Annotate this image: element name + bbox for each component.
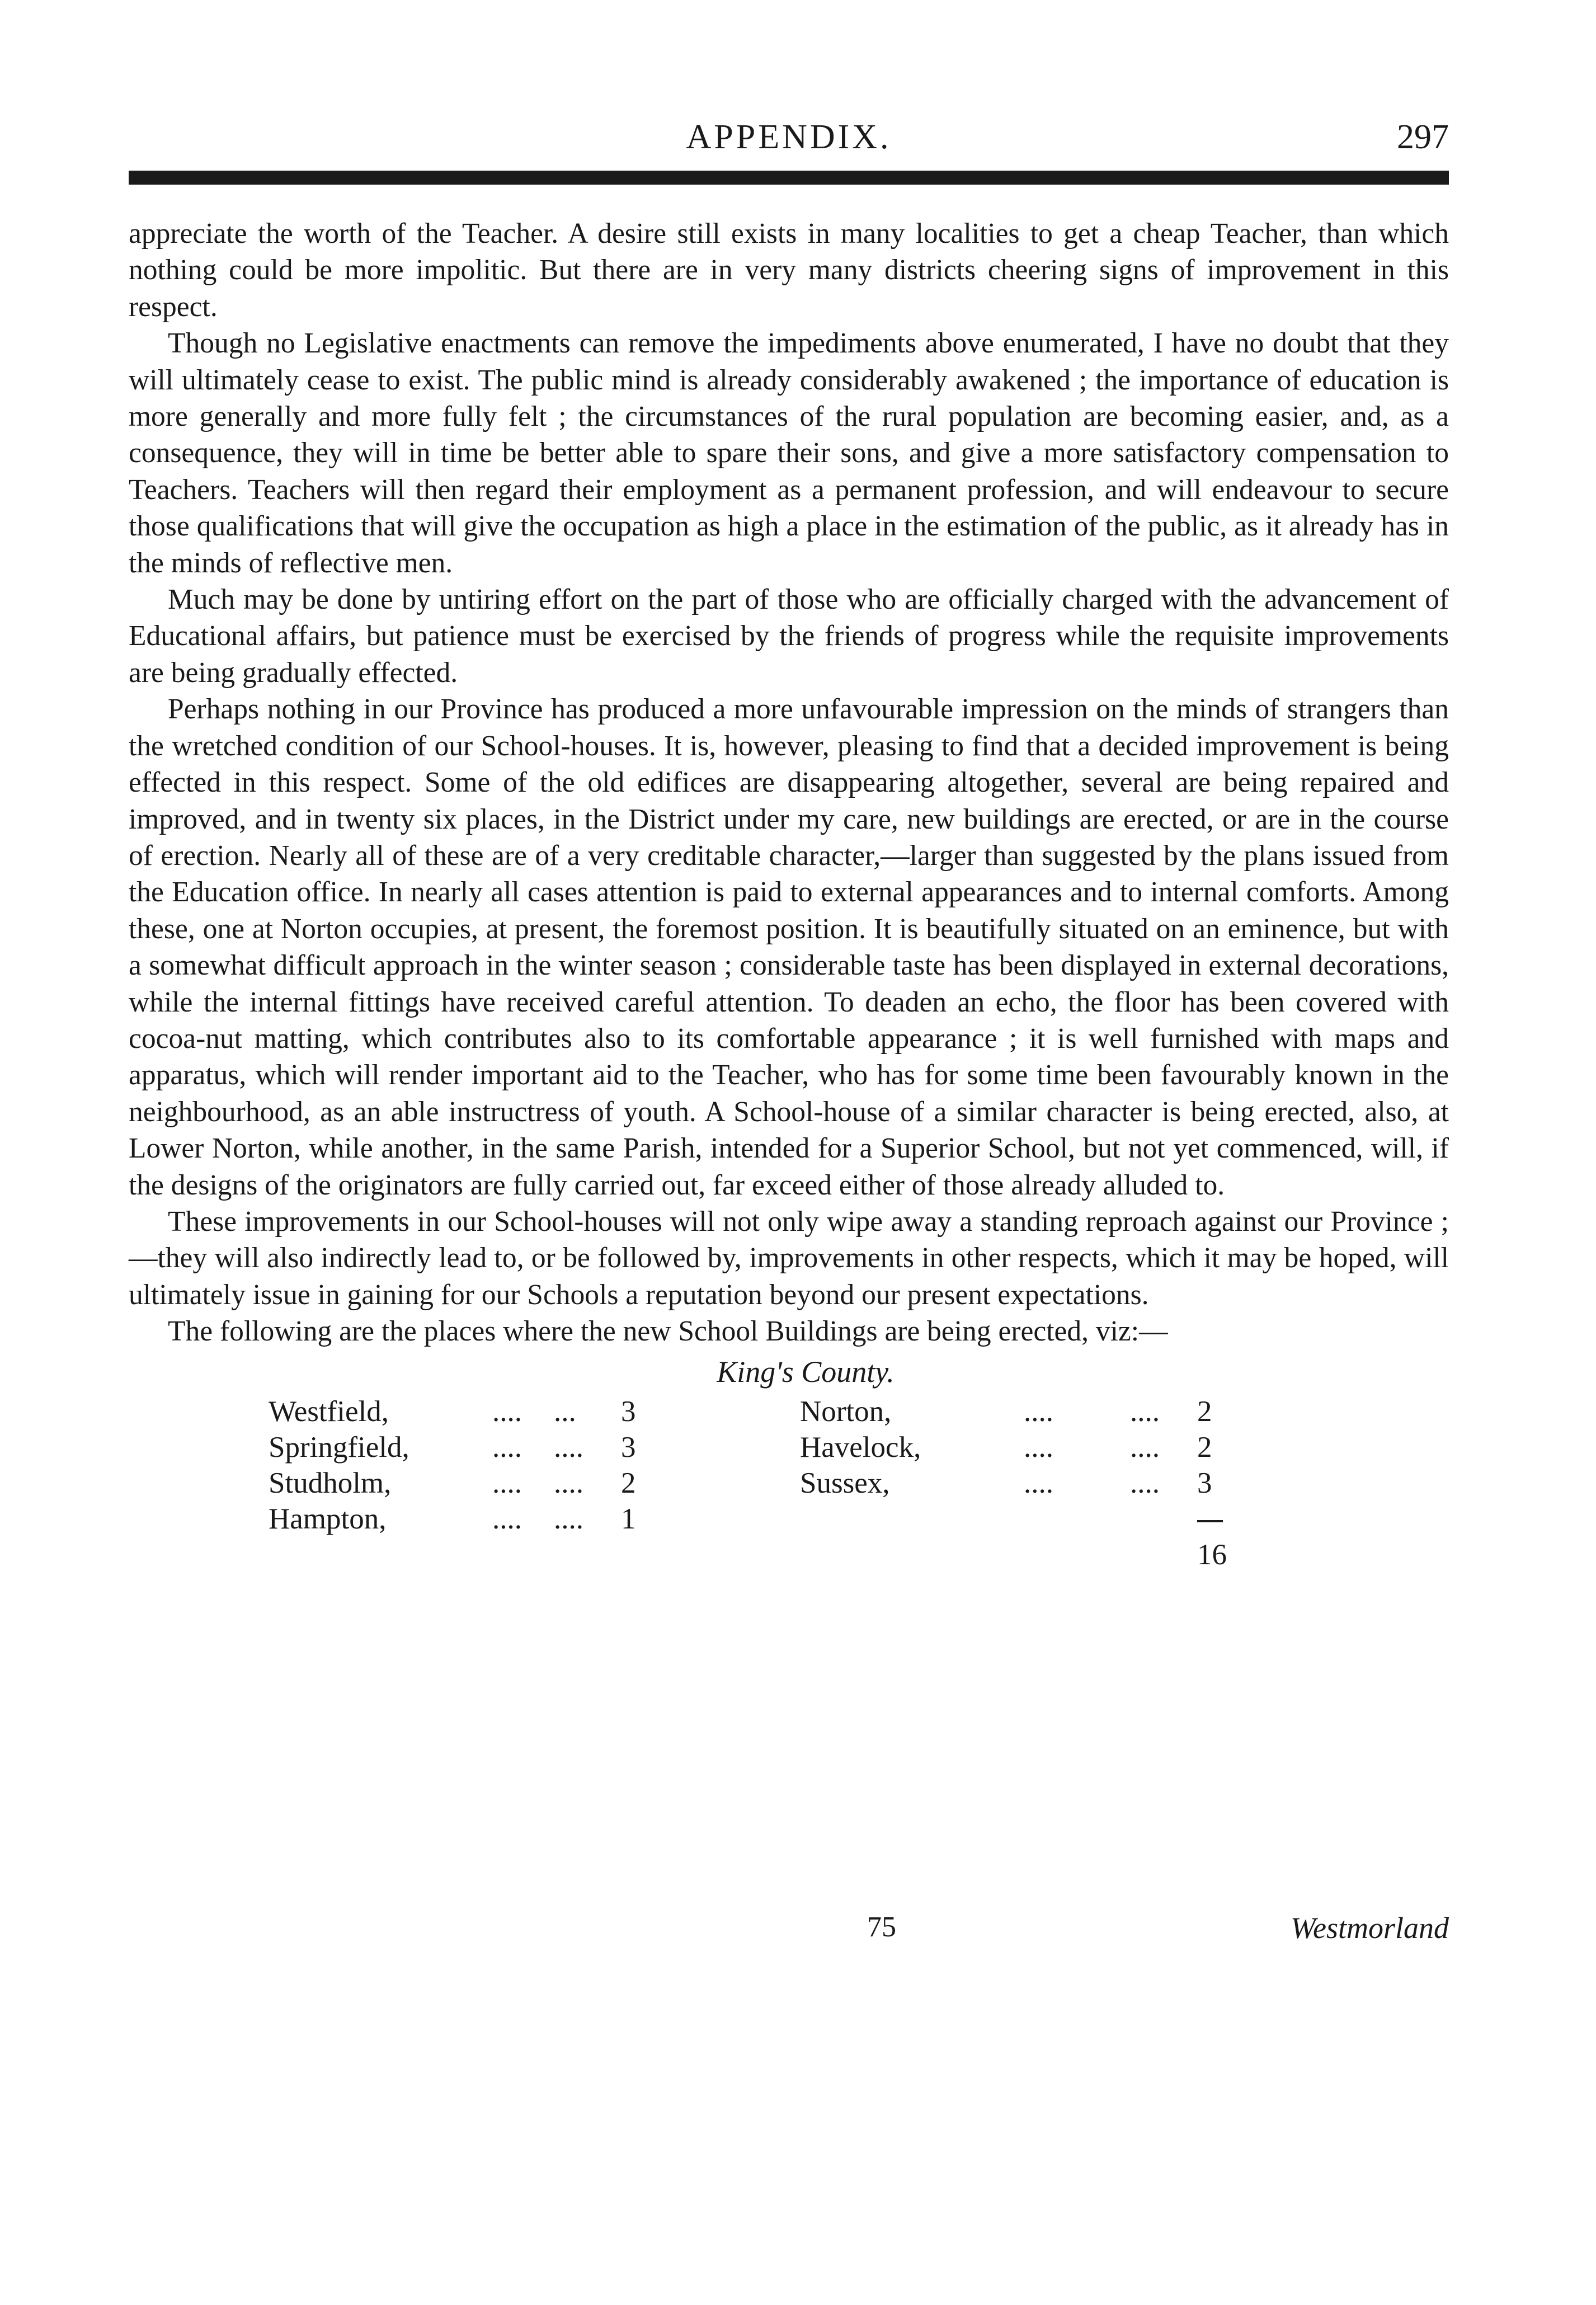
table-row	[269, 1537, 1242, 1573]
leader-dots: ....	[554, 1431, 583, 1464]
body-text	[129, 215, 1449, 1573]
paragraph: The following are the places where the new School Buildings are being erected, viz:—	[168, 1315, 1168, 1348]
paragraph: appreciate the worth of the Teacher. A desire still exists in many localities to get a cheap Teacher, than which nothing could be more impolitic. But there are in very many districts cheering signs of improvement in this respect.	[129, 218, 1449, 323]
county-title: King's County.	[717, 1354, 894, 1389]
total-rule	[1197, 1501, 1242, 1537]
leader-dots: ....	[1024, 1466, 1053, 1499]
running-title: APPENDIX.	[686, 118, 892, 156]
running-header	[129, 112, 1449, 162]
place-count: 3	[621, 1431, 636, 1464]
table-row	[269, 1501, 1242, 1537]
signature-mark: 75	[867, 1911, 896, 1943]
leader-dots: ....	[492, 1502, 522, 1535]
table-row	[269, 1394, 1242, 1429]
place-name: Hampton,	[269, 1502, 387, 1535]
page-footer	[129, 1911, 1449, 1955]
place-name	[800, 1501, 1024, 1537]
paragraph: These improvements in our School-houses will not only wipe away a standing reproach against our Province ;—they will also indirectly lead to, or be followed by, improvements in other respects, which it may be hoped, will ultimately issue in gaining for our Schools a reputation beyond our present expectations.	[129, 1205, 1449, 1311]
leader-dots: ....	[554, 1466, 583, 1499]
catchword: Westmorland	[1290, 1911, 1449, 1945]
place-name: Westfield,	[269, 1395, 389, 1428]
total-count: 16	[1197, 1538, 1227, 1571]
leader-dots: ....	[1024, 1431, 1053, 1464]
place-name: Springfield,	[269, 1431, 409, 1464]
header-rule	[129, 171, 1449, 185]
paragraph: Much may be done by untiring effort on the part of those who are officially charged with the advancement of Educational affairs, but patience must be exercised by the friends of progress while the requisite improvements are being gradually effected.	[129, 584, 1449, 689]
page-number: 297	[1397, 118, 1449, 156]
leader-dots	[1024, 1501, 1130, 1537]
place-count: 1	[621, 1502, 636, 1535]
paragraph: Perhaps nothing in our Province has produced a more unfavourable impression on the minds of strangers than the wretched condition of our School-houses. It is, however, pleasing to find that a decided improvement is being effected in this respect. Some of the old edifices are disappearing altogether, several are being repaired and improved, and in twenty six places, in the District under my care, new buildings are erected, or are in the course of erection. Nearly all of these are of a very creditable character,—larger than suggested by the plans issued from the Education office. In nearly all cases attention is paid to external appearances and to internal comforts. Among these, one at Norton occupies, at present, the foremost position. It is beautifully situated on an eminence, but with a somewhat difficult approach in the winter season ; considerable taste has been displayed in external decorations, while the internal fittings have received careful attention. To deaden an echo, the floor has been covered with cocoa-nut matting, which contributes also to its comfortable appearance ; it is well furnished with maps and apparatus, which will render important aid to the Teacher, who has for some time been favourably known in the neighbourhood, as an able instructress of youth. A School-house of a similar character is being erected, also, at Lower Norton, while another, in the same Parish, intended for a Superior School, but not yet commenced, will, if the designs of the originators are fully carried out, far exceed either of those already alluded to.	[129, 693, 1449, 1201]
place-name: Havelock,	[800, 1431, 921, 1464]
place-name: Sussex,	[800, 1466, 890, 1499]
school-buildings-table	[269, 1394, 1242, 1573]
place-name: Studholm,	[269, 1466, 392, 1499]
leader-dots: ....	[1024, 1395, 1053, 1428]
leader-dots: ....	[1130, 1466, 1160, 1499]
place-count: 2	[1197, 1395, 1212, 1428]
place-count: 3	[1197, 1466, 1212, 1499]
leader-dots	[1130, 1501, 1197, 1537]
leader-dots: ....	[492, 1431, 522, 1464]
table-row	[269, 1429, 1242, 1465]
leader-dots: ....	[554, 1502, 583, 1535]
table-row	[269, 1465, 1242, 1501]
place-count: 3	[621, 1395, 636, 1428]
leader-dots: ....	[1130, 1395, 1160, 1428]
leader-dots: ....	[1130, 1431, 1160, 1464]
leader-dots: ....	[492, 1395, 522, 1428]
place-count: 2	[621, 1466, 636, 1499]
leader-dots: ...	[554, 1395, 576, 1428]
leader-dots: ....	[492, 1466, 522, 1499]
paragraph: Though no Legislative enactments can remove the impediments above enumerated, I have no doubt that they will ultimately cease to exist. The public mind is already considerably awakened ; the importance of education is more generally and more fully felt ; the circumstances of the rural population are becoming easier, and, as a consequence, they will in time be better able to spare their sons, and give a more satisfactory compensation to Teachers. Teachers will then regard their employment as a permanent profession, and will endeavour to secure those qualifications that will give the occupation as high a place in the estimation of the public, as it already has in the minds of reflective men.	[129, 327, 1449, 579]
place-name: Norton,	[800, 1395, 892, 1428]
place-count: 2	[1197, 1431, 1212, 1464]
